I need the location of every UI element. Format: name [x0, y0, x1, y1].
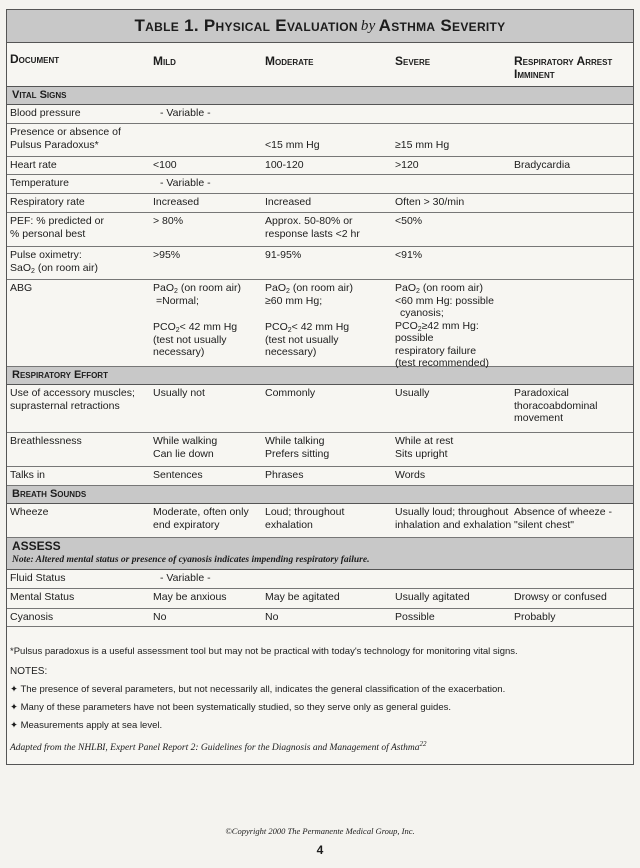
note-1	[10, 684, 628, 696]
hr-arrest: Bradycardia	[514, 159, 571, 171]
label-abg: ABG	[10, 282, 33, 294]
section-respiratory-effort: Respiratory Effort	[7, 367, 633, 385]
breathless-mild-1: While walking	[153, 435, 218, 447]
notes-title: NOTES:	[10, 666, 48, 677]
row-wheeze	[7, 504, 633, 538]
wheeze-mild-1: Moderate, often only	[153, 506, 249, 518]
row-abg	[7, 280, 633, 367]
accessory-line1: Use of accessory muscles;	[10, 387, 135, 399]
cyanosis-mild: No	[153, 611, 167, 623]
wheeze-sev-1: Usually loud; throughout	[395, 506, 509, 518]
mental-moderate: May be agitated	[265, 591, 340, 603]
abg-sev-60: <60 mm Hg: possible	[395, 294, 494, 307]
label-blood-pressure: Blood pressure	[10, 107, 81, 119]
pox-line2	[10, 262, 150, 275]
pef-severe: <50%	[395, 215, 423, 227]
note-1-text: The presence of several parameters, but not necessarily all, indicates the general classification of the exacerbation.	[20, 684, 506, 695]
header-moderate: Moderate	[265, 54, 314, 68]
row-cyanosis	[7, 609, 633, 627]
row-fluid-status	[7, 570, 633, 589]
abg-mod-60: ≥60 mm Hg;	[265, 294, 323, 307]
pao2-room-air: (on room air)	[177, 282, 241, 294]
abg-mild-pco2	[153, 321, 261, 334]
breathless-sev-2: Sits upright	[395, 447, 448, 460]
row-temperature	[7, 175, 633, 194]
wheeze-arrest	[514, 506, 632, 531]
talks-severe: Words	[395, 469, 426, 481]
abg-sev-test: (test recommended)	[395, 357, 489, 369]
wheeze-moderate	[265, 506, 391, 531]
rr-mild: Increased	[153, 196, 200, 208]
pox-line1: Pulse oximetry:	[10, 249, 82, 261]
label-accessory	[10, 387, 150, 412]
section-assess	[7, 538, 633, 570]
pao2-text: PaO	[153, 282, 175, 294]
cyanosis-arrest: Probably	[514, 611, 556, 623]
pco2-text: PCO	[153, 321, 176, 333]
header-document: Document	[10, 52, 60, 66]
source-text: Adapted from the NHLBI, Expert Panel Report 2: Guidelines for the Diagnosis and Management of Asthma	[10, 743, 420, 754]
talks-mild: Sentences	[153, 469, 203, 481]
note-3-text: Measurements apply at sea level.	[20, 720, 163, 731]
header-severe: Severe	[395, 54, 431, 68]
breathless-severe	[395, 435, 517, 460]
pao2-sub: 2	[174, 288, 178, 295]
breathless-mod-2: Prefers sitting	[265, 447, 330, 460]
pao2-sub: 2	[286, 288, 290, 295]
sao-sub: 2	[31, 267, 35, 275]
label-pulse-oximetry	[10, 249, 150, 274]
temp-value: - Variable -	[160, 177, 211, 189]
accessory-mild: Usually not	[153, 387, 205, 399]
label-talks-in: Talks in	[10, 469, 46, 481]
pulsus-footnote: *Pulsus paradoxus is a useful assessment tool but may not be practical with today's technology for monitoring vital signs.	[10, 646, 518, 657]
pef-mod-line1: Approx. 50-80% or	[265, 215, 353, 227]
pef-mild: > 80%	[153, 215, 184, 227]
label-pef	[10, 215, 150, 240]
pulsus-line2: Pulsus Paradoxus*	[10, 138, 99, 151]
row-breathlessness	[7, 433, 633, 467]
abg-sev-pao2	[395, 282, 517, 295]
assess-note: Note: Altered mental status or presence of cyanosis indicates impending respiratory failure.	[12, 555, 370, 565]
pef-mod-line2: response lasts <2 hr	[265, 227, 360, 240]
label-pulsus	[10, 126, 150, 151]
row-accessory	[7, 385, 633, 433]
pco2-value: < 42 mm Hg	[291, 321, 350, 333]
note-3	[10, 720, 628, 732]
abg-sev-failure: respiratory failure	[395, 344, 477, 357]
cyanosis-moderate: No	[265, 611, 279, 623]
label-wheeze: Wheeze	[10, 506, 49, 518]
abg-mild-test: (test not usually	[153, 333, 227, 346]
section-vital-signs: Vital Signs	[7, 87, 633, 105]
pef-moderate	[265, 215, 391, 240]
pco2-sub: 2	[175, 327, 180, 334]
wheeze-severe	[395, 506, 517, 531]
table-title	[7, 10, 633, 43]
breathless-moderate	[265, 435, 391, 460]
note-2-text: Many of these parameters have not been systematically studied, so they serve only as general guides.	[20, 702, 451, 713]
accessory-arrest-2: thoracoabdominal	[514, 399, 598, 412]
talks-moderate: Phrases	[265, 469, 304, 481]
row-pulsus	[7, 124, 633, 157]
pox-mild: >95%	[153, 249, 181, 261]
label-respiratory-rate: Respiratory rate	[10, 196, 85, 208]
hr-mild: <100	[153, 159, 177, 171]
section-breath-sounds: Breath Sounds	[7, 486, 633, 504]
wheeze-mod-1: Loud; throughout	[265, 506, 345, 518]
abg-sev-pco2	[395, 320, 517, 345]
label-temperature: Temperature	[10, 177, 69, 189]
accessory-arrest-3: movement	[514, 412, 564, 424]
page-number: 4	[316, 843, 324, 857]
label-fluid-status: Fluid Status	[10, 572, 66, 584]
header-mild: Mild	[153, 54, 176, 68]
source-line	[10, 738, 628, 754]
breathless-sev-1: While at rest	[395, 435, 454, 447]
source-ref: 22	[419, 740, 427, 748]
hr-moderate: 100-120	[265, 159, 304, 171]
abg-mod-necessary: necessary)	[265, 346, 317, 358]
title-by: by	[360, 17, 376, 34]
row-pef	[7, 213, 633, 247]
assess-title: ASSESS	[12, 539, 61, 553]
mental-severe: Usually agitated	[395, 591, 470, 603]
abg-mild-pao2	[153, 282, 261, 295]
sao-text: SaO	[10, 261, 32, 274]
pco2-sub: 2	[417, 325, 422, 333]
header-row	[7, 43, 633, 87]
fluid-value: - Variable -	[160, 572, 211, 584]
note-2	[10, 702, 628, 714]
abg-mod-test: (test not usually	[265, 333, 339, 346]
bullet-icon: ✦	[10, 684, 18, 695]
pao2-room-air: (on room air)	[289, 282, 353, 294]
wheeze-mod-2: exhalation	[265, 518, 313, 531]
accessory-moderate: Commonly	[265, 387, 316, 399]
breathless-mild	[153, 435, 261, 460]
abg-mild	[153, 282, 261, 359]
pox-moderate: 91-95%	[265, 249, 302, 261]
pco2-text: PCO	[395, 319, 418, 332]
row-blood-pressure	[7, 105, 633, 124]
rr-severe: Often > 30/min	[395, 196, 465, 208]
pulsus-line1: Presence or absence of	[10, 126, 121, 138]
row-talks-in	[7, 467, 633, 486]
abg-mod-pco2	[265, 321, 391, 334]
bullet-icon: ✦	[10, 702, 18, 713]
hr-severe: >120	[395, 159, 419, 171]
pef-line2: % personal best	[10, 227, 86, 240]
wheeze-arrest-1: Absence of wheeze -	[514, 506, 613, 518]
mental-mild: May be anxious	[153, 591, 227, 603]
header-arrest: Respiratory Arrest Imminent	[514, 54, 613, 81]
row-heart-rate	[7, 157, 633, 175]
pco2-value: ≥42 mm Hg: possible	[395, 319, 479, 344]
pao2-text: PaO	[265, 282, 287, 294]
row-respiratory-rate	[7, 194, 633, 213]
accessory-arrest	[514, 387, 632, 425]
pco2-value: < 42 mm Hg	[179, 321, 238, 333]
cyanosis-severe: Possible	[395, 611, 435, 623]
breathless-mild-2: Can lie down	[153, 447, 214, 460]
pao2-sub: 2	[416, 288, 420, 295]
wheeze-mild-2: end expiratory	[153, 518, 220, 531]
abg-sev-cyanosis: cyanosis;	[400, 307, 444, 319]
accessory-arrest-1: Paradoxical	[514, 387, 569, 399]
wheeze-sev-2: inhalation and exhalation	[395, 518, 512, 531]
bp-value: - Variable -	[160, 107, 211, 119]
rr-moderate: Increased	[265, 196, 312, 208]
label-breathlessness: Breathlessness	[10, 435, 82, 447]
pco2-sub: 2	[287, 327, 292, 334]
abg-mild-necessary: necessary)	[153, 346, 205, 358]
pef-line1: PEF: % predicted or	[10, 215, 104, 227]
row-mental-status	[7, 589, 633, 609]
pulsus-severe: ≥15 mm Hg	[395, 139, 450, 151]
label-cyanosis: Cyanosis	[10, 611, 54, 623]
pulsus-moderate: <15 mm Hg	[265, 139, 320, 151]
pox-severe: <91%	[395, 249, 423, 261]
wheeze-mild	[153, 506, 261, 531]
pco2-text: PCO	[265, 321, 288, 333]
abg-moderate	[265, 282, 391, 359]
breathless-mod-1: While talking	[265, 435, 325, 447]
pao2-text: PaO	[395, 282, 417, 294]
footnotes	[10, 646, 628, 754]
copyright: ©Copyright 2000 The Permanente Medical Group, Inc.	[225, 826, 415, 836]
bullet-icon: ✦	[10, 720, 18, 731]
sao-room-air: (on room air)	[34, 261, 98, 274]
abg-mild-normal: =Normal;	[156, 294, 199, 307]
label-mental-status: Mental Status	[10, 591, 75, 603]
accessory-severe: Usually	[395, 387, 430, 399]
pao2-room-air: (on room air)	[419, 282, 483, 294]
title-part1: Table 1. Physical Evaluation	[134, 16, 358, 35]
abg-severe	[395, 282, 517, 370]
title-part2: Asthma Severity	[378, 16, 506, 35]
accessory-line2: suprasternal retractions	[10, 399, 120, 412]
label-heart-rate: Heart rate	[10, 159, 57, 171]
mental-arrest: Drowsy or confused	[514, 591, 607, 603]
wheeze-arrest-2: "silent chest"	[514, 518, 574, 531]
abg-mod-pao2	[265, 282, 391, 295]
asthma-table	[6, 9, 634, 765]
row-pulse-oximetry	[7, 247, 633, 280]
